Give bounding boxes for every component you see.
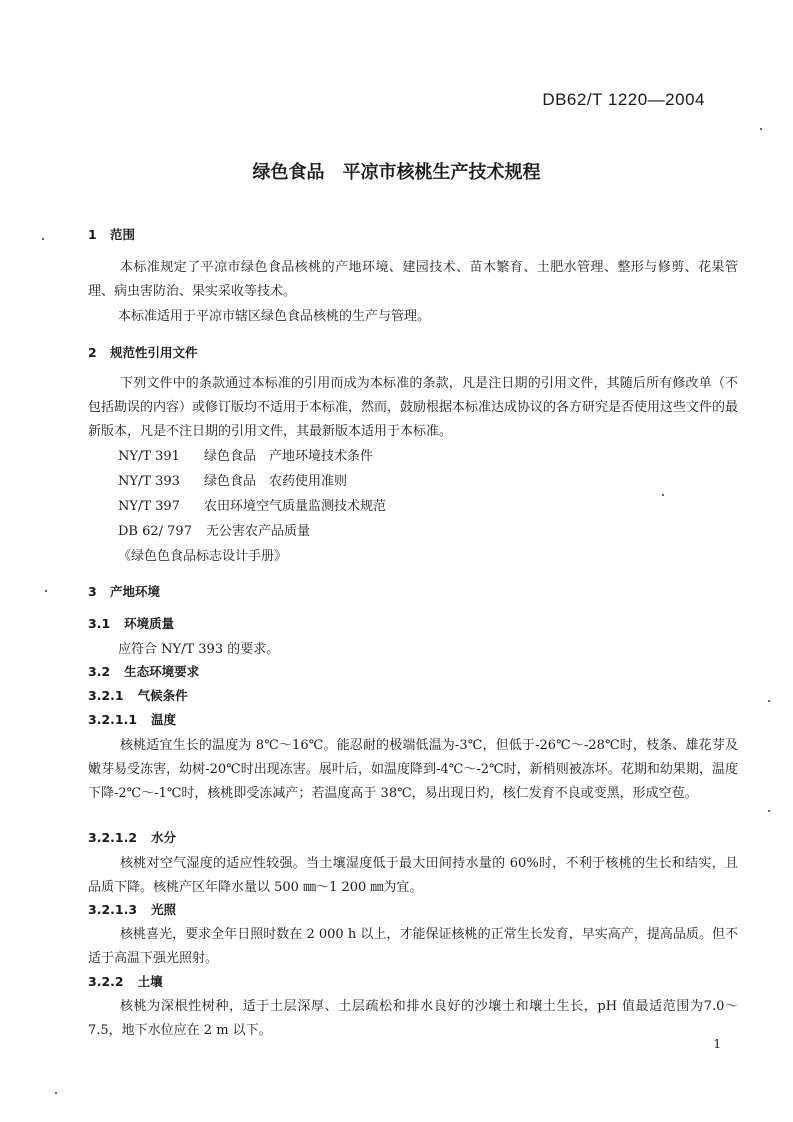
- reference-code: NY/T 397: [118, 499, 180, 514]
- subsection-3-1-heading: [88, 614, 174, 632]
- reference-item: [118, 520, 310, 539]
- reference-name: 绿色食品 农药使用准则: [204, 474, 348, 489]
- scan-speck: [760, 128, 762, 130]
- subsection-number: 3.2: [88, 664, 111, 679]
- subsection-3-2-1-2-heading: [88, 828, 176, 846]
- document-title: 绿色食品 平凉市核桃生产技术规程: [252, 162, 541, 183]
- section-1-paragraph-2: 本标准适用于平凉市辖区绿色食品核桃的生产与管理。: [118, 309, 431, 324]
- reference-book: 《绿色色食品标志设计手册》: [118, 549, 288, 564]
- reference-item: [118, 445, 373, 464]
- scan-speck: [42, 238, 44, 240]
- subsection-3-2-2-text: 核桃为深根性树种，适于土层深厚、土层疏松和排水良好的沙壤土和壤土生长，pH 值最适范围为7.0～7.5，地下水位应在 2 m 以下。: [88, 999, 738, 1038]
- section-1-paragraph-1: 本标准规定了平凉市绿色食品核桃的产地环境、建园技术、苗木繁育、土肥水管理、整形与修剪、花果管理、病虫害防治、果实采收等技术。: [88, 260, 738, 299]
- subsection-3-2-1-1-text: 核桃适宜生长的温度为 8℃～16℃。能忍耐的极端低温为-3℃，但低于-26℃～-28℃时，枝条、雄花芽及嫩芽易受冻害，幼树-20℃时出现冻害。展叶后，如温度降到-4℃～-2℃时，新梢则被冻坏。花期和幼果期，温度下降-2℃～-1℃时，核桃即受冻减产；若温度高于 38℃，易出现日灼，核仁发育不良或变黑，形成空苞。: [88, 738, 738, 801]
- section-1-heading: [88, 225, 135, 243]
- subsection-title: 土壤: [137, 974, 163, 989]
- subsection-3-2-1-3-text: 核桃喜光，要求全年日照时数在 2 000 h 以上，才能保证核桃的正常生长发育，早实高产，提高品质。但不适于高温下强光照射。: [88, 927, 738, 966]
- reference-name: 农田环境空气质量监测技术规范: [204, 499, 387, 514]
- page-number: 1: [713, 1037, 721, 1051]
- subsection-3-2-1-2-text: 核桃对空气湿度的适应性较强。当土壤湿度低于最大田间持水量的 60%时，不利于核桃的生长和结实，且品质下降。核桃产区年降水量以 500 ㎜～1 200 ㎜为宜。: [88, 856, 738, 895]
- section-number: 3: [88, 584, 97, 599]
- subsection-number: 3.2.1.1: [88, 712, 138, 727]
- reference-name: 绿色食品 产地环境技术条件: [204, 449, 374, 464]
- subsection-3-2-1-heading: [88, 686, 188, 704]
- subsection-title: 环境质量: [124, 616, 175, 631]
- scan-speck: [45, 590, 47, 592]
- subsection-title: 光照: [151, 902, 177, 917]
- scan-speck: [55, 1092, 57, 1094]
- subsection-3-2-2-heading: [88, 972, 163, 990]
- subsection-number: 3.2.1: [88, 688, 124, 703]
- reference-code: DB 62/ 797: [118, 524, 192, 539]
- subsection-3-2-heading: [88, 662, 199, 680]
- section-number: 2: [88, 345, 97, 360]
- subsection-3-1-text: 应符合 NY/T 393 的要求。: [118, 642, 280, 657]
- subsection-3-2-1-3-heading: [88, 900, 176, 918]
- subsection-title: 温度: [151, 712, 177, 727]
- subsection-number: 3.2.1.2: [88, 830, 138, 845]
- reference-code: NY/T 391: [118, 449, 180, 464]
- section-number: 1: [88, 227, 97, 242]
- scan-speck: [768, 810, 770, 812]
- reference-item: [118, 470, 347, 489]
- section-2-heading: [88, 343, 198, 361]
- reference-item: [118, 495, 386, 514]
- subsection-number: 3.1: [88, 616, 111, 631]
- subsection-number: 3.2.2: [88, 974, 124, 989]
- subsection-title: 生态环境要求: [124, 664, 200, 679]
- subsection-title: 气候条件: [137, 688, 188, 703]
- document-number: DB62/T 1220—2004: [542, 90, 705, 109]
- reference-code: NY/T 393: [118, 474, 180, 489]
- section-title: 范围: [110, 227, 136, 242]
- subsection-number: 3.2.1.3: [88, 902, 138, 917]
- section-3-heading: [88, 582, 160, 600]
- reference-name: 无公害农产品质量: [205, 524, 310, 539]
- section-title: 产地环境: [110, 584, 161, 599]
- subsection-title: 水分: [151, 830, 177, 845]
- scan-speck: [662, 494, 664, 496]
- subsection-3-2-1-1-heading: [88, 710, 176, 728]
- scan-speck: [768, 700, 770, 702]
- section-title: 规范性引用文件: [110, 345, 198, 360]
- section-2-paragraph: 下列文件中的条款通过本标准的引用而成为本标准的条款，凡是注日期的引用文件，其随后所有修改单（不包括勘误的内容）或修订版均不适用于本标准，然而，鼓励根据本标准达成协议的各方研究是否使用这些文件的最新版本，凡是不注日期的引用文件，其最新版本适用于本标准。: [88, 376, 739, 439]
